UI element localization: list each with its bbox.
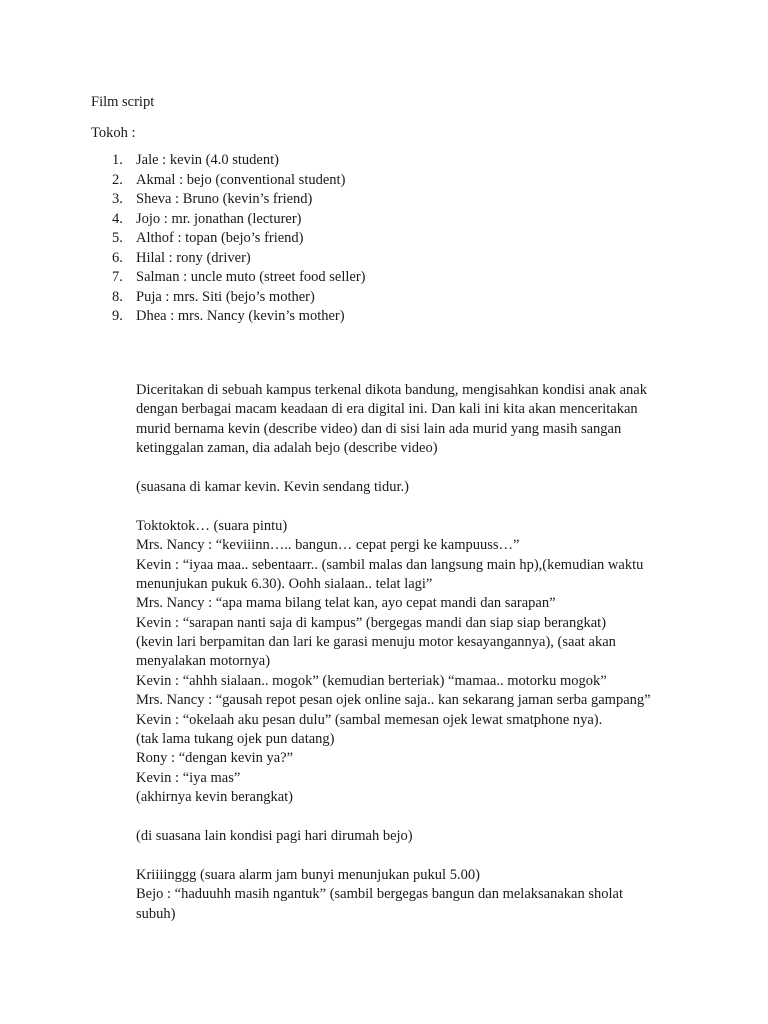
text-line: menunjukan pukuk 6.30). Oohh sialaan.. telat lagi”	[136, 575, 433, 592]
cast-text: Akmal : bejo (conventional student)	[136, 171, 346, 188]
text-line: Mrs. Nancy : “keviiinn….. bangun… cepat pergi ke kampuuss…”	[136, 537, 520, 554]
script-body	[136, 381, 696, 924]
text-line: ketinggalan zaman, dia adalah bejo (describe video)	[136, 440, 438, 457]
cast-text: Sheva : Bruno (kevin’s friend)	[136, 191, 313, 207]
text-line: (suasana di kamar kevin. Kevin sendang tidur.)	[136, 478, 410, 495]
text-line: Rony : “dengan kevin ya?”	[136, 750, 294, 767]
cast-text: Jale : kevin (4.0 student)	[136, 152, 279, 168]
cast-number: 8.	[112, 288, 123, 305]
cast-text: Hilal : rony (driver)	[136, 249, 251, 266]
cast-number: 4.	[112, 210, 123, 227]
cast-number: 5.	[112, 230, 123, 246]
paragraph-kevin-dialogue	[136, 517, 696, 808]
paragraph-gap	[136, 497, 696, 516]
document-title: Film script	[91, 94, 155, 110]
text-line: murid bernama kevin (describe video) dan di sisi lain ada murid yang masih sangan	[136, 420, 622, 437]
paragraph-gap	[136, 459, 696, 478]
cast-text: Salman : uncle muto (street food seller)	[136, 269, 366, 285]
text-line: Mrs. Nancy : “apa mama bilang telat kan, ayo cepat mandi dan sarapan”	[136, 595, 556, 612]
text-line: Kevin : “iyaa maa.. sebentaarr.. (sambil malas dan langsung main hp),(kemudian waktu	[136, 556, 644, 573]
text-line: Kevin : “okelaah aku pesan dulu” (sambal memesan ojek lewat smatphone nya).	[136, 711, 603, 728]
paragraph-scene-kevin-room	[136, 478, 696, 497]
paragraph-gap	[136, 846, 696, 865]
cast-number: 3.	[112, 191, 123, 207]
cast-number: 1.	[112, 152, 123, 168]
paragraph-bejo-dialogue	[136, 866, 696, 924]
text-line: dengan berbagai macam keadaan di era digital ini. Dan kali ini kita akan menceritakan	[136, 401, 638, 418]
cast-number: 7.	[112, 269, 123, 285]
cast-number: 9.	[112, 308, 123, 324]
paragraph-scene-bejo-home	[136, 827, 696, 846]
text-line: Kevin : “iya mas”	[136, 769, 241, 786]
text-line: (kevin lari berpamitan dan lari ke garasi menuju motor kesayangannya), (saat akan	[136, 634, 616, 651]
text-line: subuh)	[136, 905, 176, 922]
cast-text: Puja : mrs. Siti (bejo’s mother)	[136, 288, 315, 305]
text-line: Kevin : “ahhh sialaan.. mogok” (kemudian berteriak) “mamaa.. motorku mogok”	[136, 672, 607, 689]
cast-text: Althof : topan (bejo’s friend)	[136, 230, 304, 246]
cast-number: 2.	[112, 171, 123, 188]
text-line: Toktoktok… (suara pintu)	[136, 517, 288, 534]
text-line: Mrs. Nancy : “gausah repot pesan ojek online saja.. kan sekarang jaman serba gampang”	[136, 692, 651, 709]
text-line: Diceritakan di sebuah kampus terkenal dikota bandung, mengisahkan kondisi anak anak	[136, 382, 647, 398]
paragraph-intro	[136, 381, 696, 459]
cast-text: Dhea : mrs. Nancy (kevin’s mother)	[136, 308, 345, 324]
text-line: Bejo : “haduuhh masih ngantuk” (sambil bergegas bangun dan melaksanakan sholat	[136, 886, 623, 903]
cast-heading: Tokoh :	[91, 125, 136, 141]
text-line: menyalakan motornya)	[136, 653, 271, 670]
text-line: (di suasana lain kondisi pagi hari dirumah bejo)	[136, 827, 413, 844]
cast-number: 6.	[112, 249, 123, 266]
cast-text: Jojo : mr. jonathan (lecturer)	[136, 210, 302, 227]
text-line: Kriiiinggg (suara alarm jam bunyi menunjukan pukul 5.00)	[136, 866, 480, 883]
text-line: Kevin : “sarapan nanti saja di kampus” (bergegas mandi dan siap siap berangkat)	[136, 614, 607, 631]
paragraph-gap	[136, 808, 696, 827]
text-line: (tak lama tukang ojek pun datang)	[136, 731, 335, 748]
text-line: (akhirnya kevin berangkat)	[136, 789, 294, 806]
